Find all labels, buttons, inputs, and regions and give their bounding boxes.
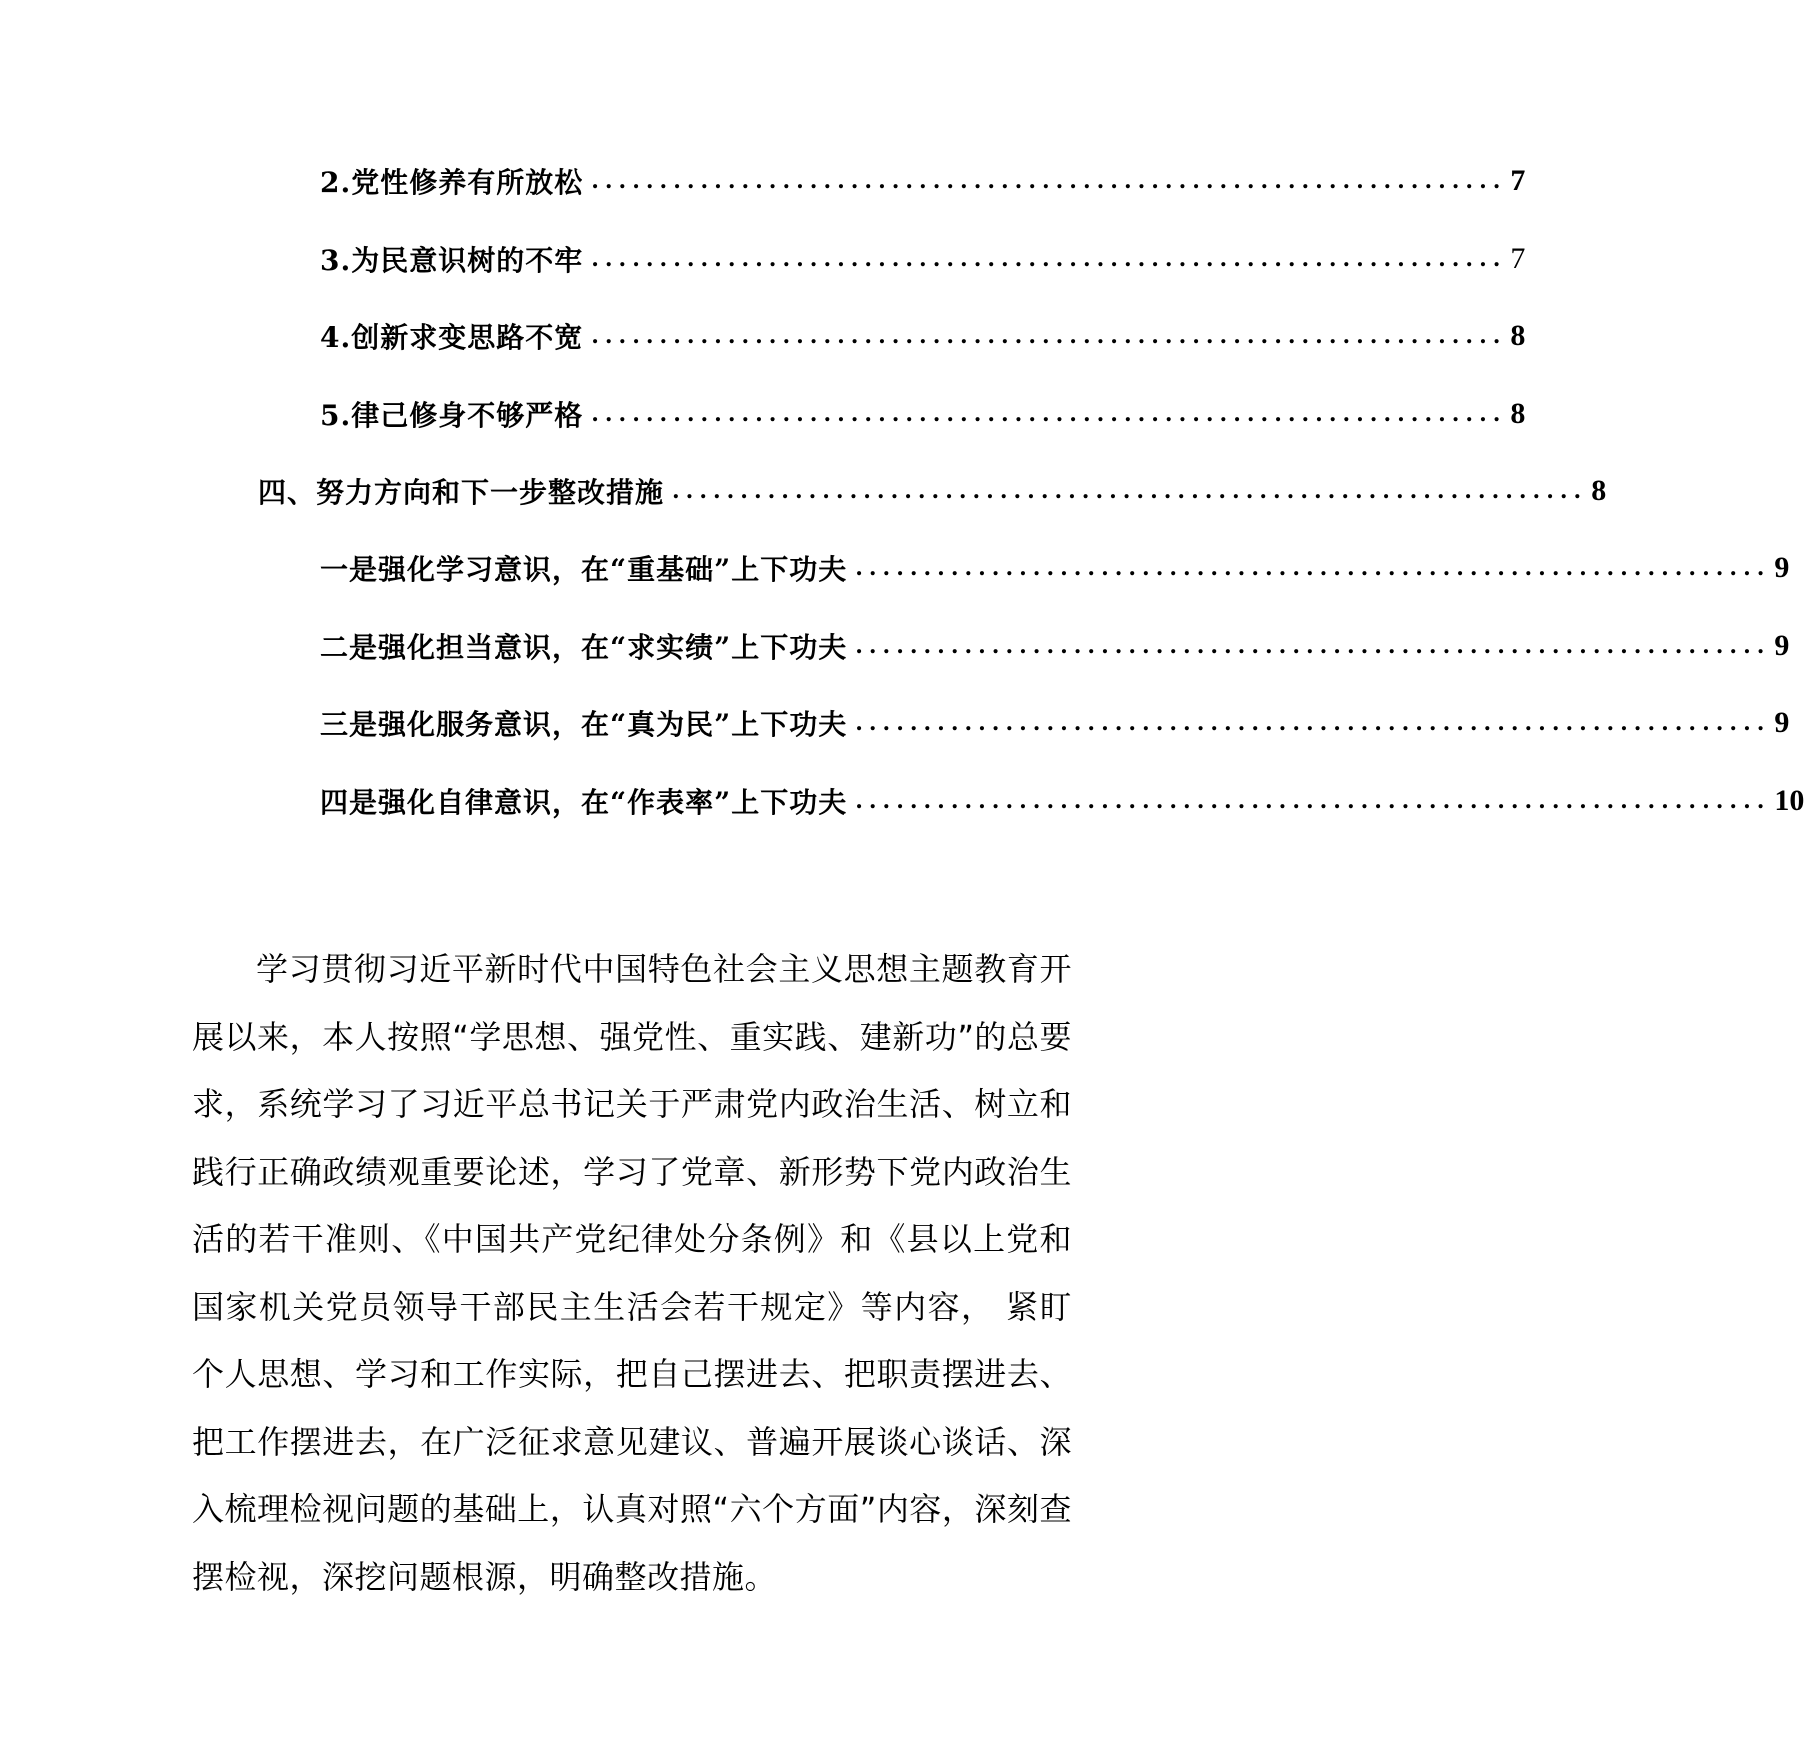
toc-leader-dots: ................................................................... [855,710,1771,736]
toc-entry[interactable] [320,156,1526,206]
body-paragraph: 学习贯彻习近平新时代中国特色社会主义思想主题教育开展以来，本人按照“学思想、强党性、重实践、建新功”的总要求，系统学习了习近平总书记关于严肃党内政治生活、树立和践行正确政绩观重要论述，学习了党章、新形势下党内政治生活的若干准则、《中国共产党纪律处分条例》和《县以上党和国家机关党员领导干部民主生活会若干规定》等内容， 紧盯个人思想、学习和工作实际，把自己摆进去、把职责摆进去、把工作摆进去，在广泛征求意见建议、普遍开展谈心谈话、深入梳理检视问题的基础上，认真对照“六个方面”内容，深刻查摆检视，深挖问题根源，明确整改措施。 [192,950,1072,1596]
toc-entry-page: 8 [1510,319,1526,352]
toc-entry-page: 7 [1510,242,1526,275]
toc-entry-title: 3.为民意识树的不牢 [320,244,584,277]
toc-entry-title: 二是强化担当意识，在“求实绩”上下功夫 [320,631,848,664]
toc-entry[interactable] [320,234,1526,284]
toc-entry[interactable] [320,389,1526,439]
toc-entry[interactable] [258,466,1607,516]
toc-entry[interactable] [320,698,1790,748]
toc-leader-dots: ................................................................... [855,633,1771,659]
toc-entry-title: 4.创新求变思路不宽 [320,321,584,354]
toc-entry-title: 三是强化服务意识，在“真为民”上下功夫 [320,708,848,741]
toc-entry-page: 7 [1510,164,1526,197]
toc-entry-page: 10 [1774,784,1804,817]
toc-leader-dots: ................................................................... [672,478,1588,504]
toc-leader-dots: ................................................................... [855,555,1771,581]
toc-leader-dots: ................................................................... [591,401,1507,427]
toc-entry-title: 5.律己修身不够严格 [320,399,584,432]
toc-entry-title: 四、努力方向和下一步整改措施 [258,476,665,509]
toc-entry-page: 9 [1774,629,1790,662]
toc-entry-page: 8 [1510,397,1526,430]
toc-entry-page: 9 [1774,706,1790,739]
toc-entry-page: 8 [1591,474,1607,507]
toc-entry[interactable] [320,311,1526,361]
toc-entry[interactable] [320,543,1790,593]
toc-entry-title: 一是强化学习意识，在“重基础”上下功夫 [320,553,848,586]
toc-leader-dots: ................................................................... [591,168,1507,194]
toc-entry-title: 2.党性修养有所放松 [320,166,584,199]
toc-entry-page: 9 [1774,551,1790,584]
toc-entry-title: 四是强化自律意识，在“作表率”上下功夫 [320,786,848,819]
toc-leader-dots: ................................................................... [591,323,1507,349]
toc-leader-dots: ................................................................... [591,246,1507,272]
toc-leader-dots: ................................................................... [855,788,1771,814]
toc-entry[interactable] [320,621,1790,671]
toc-entry[interactable] [320,776,1804,826]
